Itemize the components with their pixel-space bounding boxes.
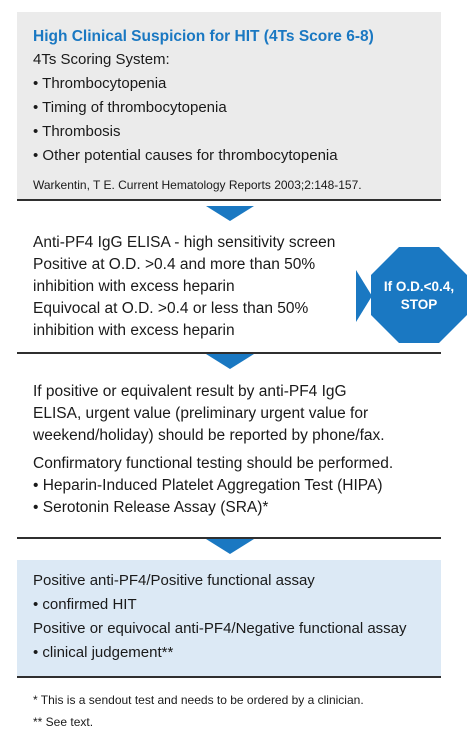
- elisa-line: inhibition with excess heparin: [33, 322, 235, 339]
- outcome-line: Positive or equivocal anti-PF4/Negative functional assay: [33, 620, 407, 637]
- outcome-box: [17, 560, 441, 678]
- confirm-text: Confirmatory functional testing should be performed.: [33, 455, 394, 472]
- down-arrow-icon: [206, 354, 254, 369]
- outcome-line: • clinical judgement**: [33, 644, 174, 661]
- list-item: • Thrombosis: [33, 123, 121, 140]
- elisa-line: Equivocal at O.D. >0.4 or less than 50%: [33, 300, 309, 317]
- stop-sign-label: [371, 278, 467, 314]
- outcome-line: Positive anti-PF4/Positive functional assay: [33, 572, 315, 589]
- scoring-subtitle: 4Ts Scoring System:: [33, 51, 170, 68]
- footnote: * This is a sendout test and needs to be ordered by a clinician.: [33, 693, 364, 707]
- urgent-text: [33, 381, 393, 519]
- outcome-line: • confirmed HIT: [33, 596, 137, 613]
- suspicion-box: [17, 12, 441, 201]
- list-item: • Timing of thrombocytopenia: [33, 99, 227, 116]
- list-item: • Thrombocytopenia: [33, 75, 167, 92]
- list-item: • Heparin-Induced Platelet Aggregation Test (HIPA): [33, 477, 383, 494]
- elisa-line: inhibition with excess heparin: [33, 278, 235, 295]
- stop-line2: STOP: [400, 297, 438, 312]
- list-item: • Serotonin Release Assay (SRA)*: [33, 499, 269, 516]
- elisa-line: Anti-PF4 IgG ELISA - high sensitivity screen: [33, 234, 336, 251]
- stop-line1: If O.D.<0.4,: [383, 279, 455, 294]
- urgent-line: If positive or equivalent result by anti-PF4 IgG: [33, 383, 347, 400]
- right-arrow-icon: [356, 270, 372, 322]
- reference-citation: Warkentin, T E. Current Hematology Reports 2003;2:148-157.: [33, 178, 362, 192]
- footnote: ** See text.: [33, 715, 94, 729]
- urgent-line: weekend/holiday) should be reported by phone/fax.: [33, 427, 385, 444]
- down-arrow-icon: [206, 539, 254, 554]
- down-arrow-icon: [206, 206, 254, 221]
- suspicion-title: High Clinical Suspicion for HIT (4Ts Score 6-8): [33, 28, 374, 45]
- elisa-text: [33, 232, 335, 342]
- elisa-line: Positive at O.D. >0.4 and more than 50%: [33, 256, 316, 273]
- urgent-line: ELISA, urgent value (preliminary urgent value for: [33, 405, 369, 422]
- list-item: • Other potential causes for thrombocytopenia: [33, 147, 338, 164]
